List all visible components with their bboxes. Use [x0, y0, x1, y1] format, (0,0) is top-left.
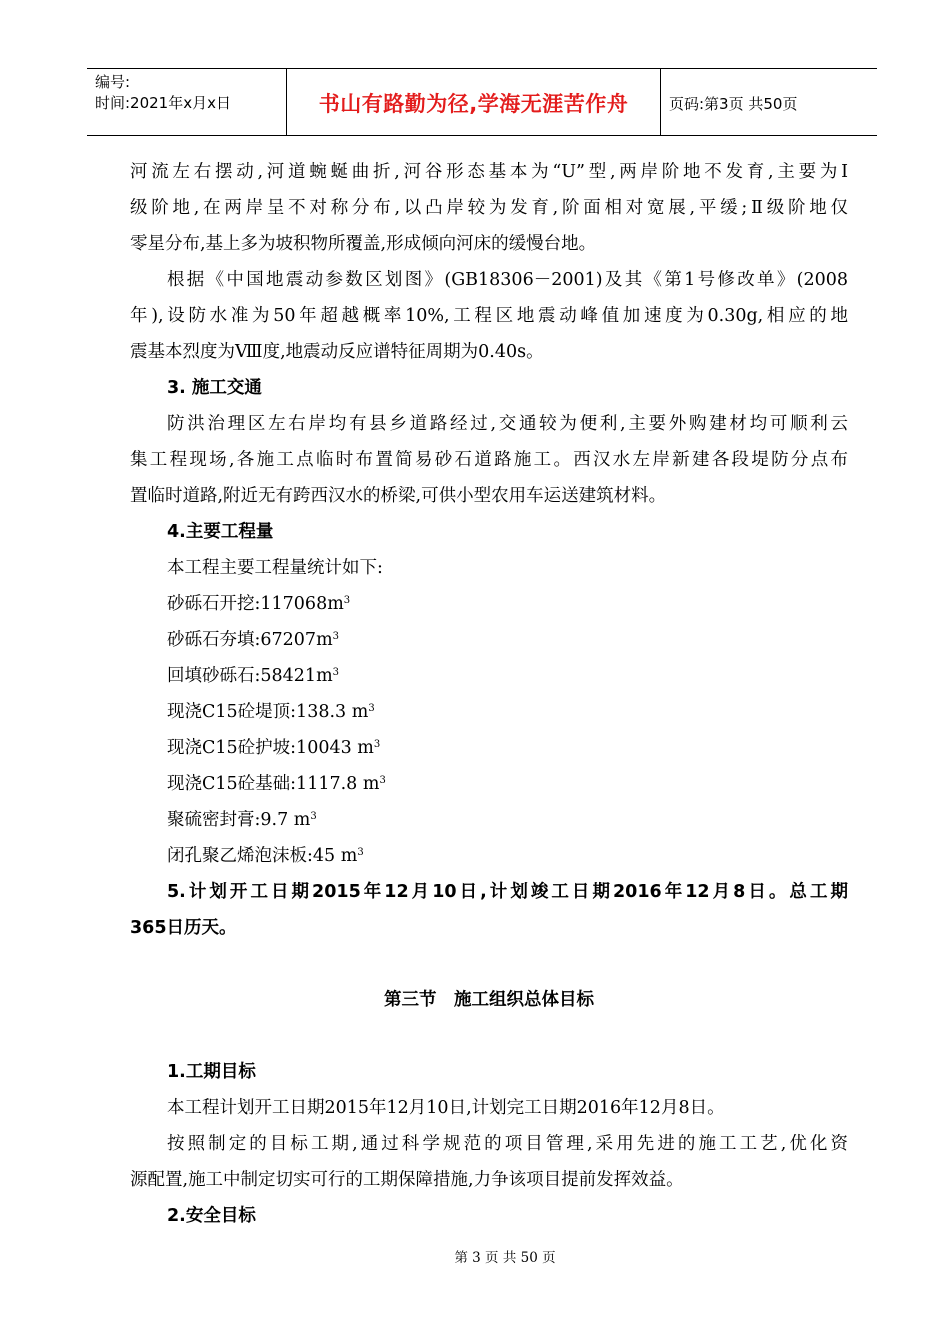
subheading-schedule: 5.计划开工日期2015年12月10日,计划竣工日期2016年12月8日。总工期: [167, 882, 848, 902]
paragraph-line: 根据《中国地震动参数区划图》(GB18306－2001)及其《第1号修改单》(2008: [167, 270, 848, 290]
quantity-item: 现浇C15砼护坡:10043 $m^3$: [167, 738, 381, 758]
document-body: [130, 154, 850, 1234]
paragraph-line: 震基本烈度为Ⅷ度,地震动反应谱特征周期为0.40s。: [130, 342, 544, 362]
paragraph-line: 置临时道路,附近无有跨西汉水的桥梁,可供小型农用车运送建筑材料。: [130, 486, 667, 506]
subheading-schedule-cont: 365日历天。: [130, 918, 237, 938]
paragraph-line: 零星分布,基上多为坡积物所覆盖,形成倾向河床的缓慢台地。: [130, 234, 597, 254]
paragraph-line: 年),设防水准为50年超越概率10%,工程区地震动峰值加速度为0.30g,相应的地: [130, 306, 848, 326]
header-motto: 书山有路勤为径,学海无涯苦作舟: [287, 69, 661, 135]
paragraph-line: 本工程主要工程量统计如下:: [167, 558, 383, 578]
page-footer: 第 3 页 共 50 页: [454, 1250, 556, 1266]
subheading-duration-goal: 1.工期目标: [167, 1062, 256, 1082]
header-meta: [87, 69, 287, 135]
paragraph-line: 集工程现场,各施工点临时布置简易砂石道路施工。西汉水左岸新建各段堤防分点布: [130, 450, 848, 470]
quantity-item: 现浇C15砼基础:1117.8 $m^3$: [167, 774, 386, 794]
header-page-number: 页码:第3页 共50页: [669, 94, 798, 113]
paragraph-line: 源配置,施工中制定切实可行的工期保障措施,力争该项目提前发挥效益。: [130, 1170, 684, 1190]
page-header: [87, 68, 877, 136]
quantity-item: 砂砾石夯填$:67207m^3$: [167, 630, 340, 650]
quantity-item: 闭孔聚乙烯泡沫板:45 $m^3$: [167, 846, 364, 866]
doc-time-label: 时间:2021年x月x日: [95, 94, 231, 112]
quantity-item: 现浇C15砼堤顶:138.3 $m^3$: [167, 702, 375, 722]
spacer: [130, 1018, 850, 1054]
quantity-item: 回填砂砾石$:58421m^3$: [167, 666, 340, 686]
subheading-quantities: 4.主要工程量: [167, 522, 274, 542]
subheading-safety-goal: 2.安全目标: [167, 1206, 256, 1226]
quantity-item: 砂砾石开挖$:117068m^3$: [167, 594, 351, 614]
spacer: [130, 946, 850, 982]
quantity-item: 聚硫密封膏:9.7 $m^3$: [167, 810, 317, 830]
paragraph-line: 本工程计划开工日期2015年12月10日,计划完工日期2016年12月8日。: [167, 1098, 725, 1118]
paragraph-line: 防洪治理区左右岸均有县乡道路经过,交通较为便利,主要外购建材均可顺利云: [167, 414, 848, 434]
section-title: 第三节 施工组织总体目标: [384, 990, 594, 1010]
paragraph-line: 按照制定的目标工期,通过科学规范的项目管理,采用先进的施工工艺,优化资: [167, 1134, 848, 1154]
subheading-traffic: 3. 施工交通: [167, 378, 262, 398]
paragraph-line: 级阶地,在两岸呈不对称分布,以凸岸较为发育,阶面相对宽展,平缓;Ⅱ级阶地仅: [130, 198, 848, 218]
doc-number-label: 编号:: [95, 73, 131, 91]
paragraph-line: 河流左右摆动,河道蜿蜒曲折,河谷形态基本为“U”型,两岸阶地不发育,主要为Ⅰ: [130, 162, 848, 182]
